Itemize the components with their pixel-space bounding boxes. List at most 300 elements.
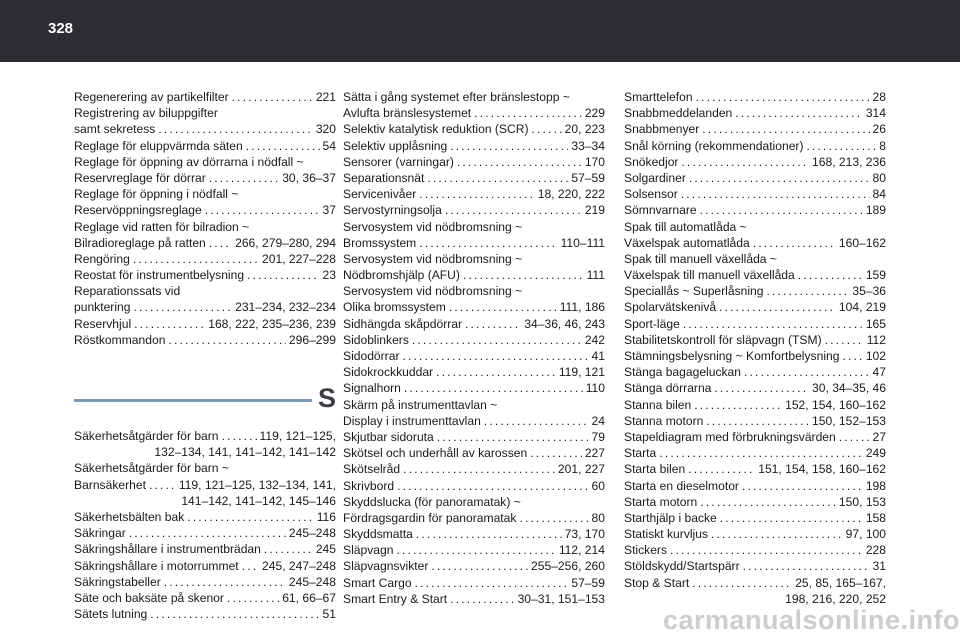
entry-line <box>624 170 886 186</box>
dot-leader <box>706 413 809 429</box>
dot-leader <box>798 267 863 283</box>
entry-line <box>343 558 605 574</box>
entry-term: Stänga bagageluckan <box>624 365 742 380</box>
dot-leader <box>419 235 557 251</box>
index-entry <box>343 138 605 154</box>
entry-line <box>624 121 886 137</box>
page-number: 328 <box>48 20 74 37</box>
entry-line <box>343 138 605 154</box>
index-entry <box>624 478 886 494</box>
watermark: carmanualsonline.info <box>662 605 960 635</box>
entry-line <box>343 186 605 202</box>
entry-pages: 27 <box>872 429 886 444</box>
entry-line <box>74 202 336 218</box>
entry-pages: 119, 121–125, <box>259 429 336 443</box>
section-letter: S <box>317 383 336 413</box>
dot-leader <box>670 542 863 558</box>
entry-term: Starta en dieselmotor <box>624 478 739 493</box>
entry-term: Stapeldiagram med förbrukningsvärden <box>624 429 836 444</box>
index-entry <box>343 542 605 558</box>
entry-line <box>624 461 886 477</box>
index-entry <box>624 461 886 477</box>
entry-pages: 165 <box>865 316 886 331</box>
index-entry <box>624 202 886 218</box>
entry-line <box>74 138 336 154</box>
entry-line <box>343 332 605 348</box>
entry-pages: 201, 227 <box>557 462 605 477</box>
entry-line <box>74 332 336 348</box>
entry-line <box>343 575 605 591</box>
index-entry <box>74 138 336 154</box>
entry-pages: 168, 222, 235–236, 239 <box>208 316 336 331</box>
index-entry <box>74 541 336 557</box>
entry-line <box>343 202 605 218</box>
entry-line <box>624 348 886 364</box>
entry-line <box>624 138 886 154</box>
entry-term: Stabilitetskontroll för släpvagn (TSM) <box>624 332 822 347</box>
dot-leader <box>404 380 583 396</box>
dot-leader <box>396 542 555 558</box>
entry-term: Spak till automatlåda ~ <box>624 219 747 234</box>
dot-leader <box>264 541 313 557</box>
entry-term: Reparationssats vid <box>74 284 181 299</box>
entry-pages: 30, 34–35, 46 <box>812 381 886 396</box>
index-entry <box>343 380 605 396</box>
index-entry <box>343 429 605 445</box>
index-entry <box>624 138 886 154</box>
entry-pages: 266, 279–280, 294 <box>235 235 336 250</box>
entry-term: Spak till manuell växellåda ~ <box>624 251 777 266</box>
entry-pages: 60 <box>591 478 605 493</box>
index-entry <box>624 364 886 380</box>
entry-line <box>624 202 886 218</box>
entry-line <box>74 477 336 493</box>
entry-continuation <box>74 493 336 509</box>
index-entry <box>624 445 886 461</box>
dot-leader <box>681 154 809 170</box>
entry-term: Stänga dörrarna <box>624 381 712 396</box>
dot-leader <box>692 575 792 591</box>
index-entry <box>624 494 886 510</box>
index-column-3 <box>624 89 886 607</box>
section-divider <box>74 399 312 402</box>
entry-pages: 229 <box>584 106 605 121</box>
dot-leader <box>232 89 313 105</box>
index-entry <box>343 154 605 170</box>
index-entry <box>74 606 336 622</box>
entry-pages: 104, 219 <box>838 300 886 315</box>
entry-line <box>74 541 336 557</box>
entry-line <box>74 186 336 202</box>
entry-line <box>74 316 336 332</box>
entry-line <box>624 413 886 429</box>
entry-pages: 320 <box>315 122 336 137</box>
dot-leader <box>532 121 562 137</box>
dot-leader <box>753 235 836 251</box>
entry-term: Reglage för öppning i nödfall ~ <box>74 187 239 202</box>
entry-pages: 231–234, 232–234 <box>235 300 336 315</box>
index-entry <box>74 154 336 186</box>
index-entry <box>624 542 886 558</box>
entry-pages: 119, 121–125, 132–134, 141, <box>178 477 336 492</box>
dot-leader <box>700 494 836 510</box>
entry-continuation <box>74 444 336 460</box>
entry-pages: 198, 216, 220, 252 <box>785 591 886 606</box>
index-column-2 <box>343 89 605 607</box>
entry-pages: 111, 186 <box>559 300 605 315</box>
index-entry <box>74 509 336 525</box>
index-entry <box>343 170 605 186</box>
index-column-1 <box>74 89 336 622</box>
index-entry <box>624 348 886 364</box>
entry-line <box>624 445 886 461</box>
entry-term: Sidoblinkers <box>343 332 409 347</box>
entry-term: Snökedjor <box>624 154 679 169</box>
entry-line <box>624 235 886 251</box>
entry-term: Selektiv upplåsning <box>343 138 448 153</box>
index-entry <box>74 219 336 251</box>
entry-term: Sensorer (varningar) <box>343 154 454 169</box>
index-entry <box>74 316 336 332</box>
entry-line <box>343 510 605 526</box>
entry-pages: 110–111 <box>560 235 605 250</box>
entry-pages: 24 <box>591 413 605 428</box>
dot-leader <box>402 348 588 364</box>
index-entry <box>624 380 886 396</box>
entry-line <box>74 525 336 541</box>
entry-line <box>343 526 605 542</box>
entry-term: Smart Entry & Start <box>343 591 448 606</box>
index-entry <box>624 299 886 315</box>
entry-pages: 245–248 <box>288 574 336 589</box>
section-header <box>74 370 336 428</box>
entry-pages: 255–256, 260 <box>531 559 605 574</box>
entry-line <box>343 542 605 558</box>
entry-pages: 228 <box>865 543 886 558</box>
index-entry <box>624 170 886 186</box>
index-entry <box>74 332 336 348</box>
index-entry <box>343 397 605 429</box>
entry-term: Servosystem vid nödbromsning ~ <box>343 251 523 266</box>
entry-term: Skötselråd <box>343 462 401 477</box>
dot-leader <box>242 558 259 574</box>
entry-term: Solgardiner <box>624 170 686 185</box>
dot-leader <box>465 316 521 332</box>
entry-term: Skjutbar sidoruta <box>343 429 434 444</box>
entry-line <box>343 219 605 235</box>
entry-term: Separationsnät <box>343 170 425 185</box>
index-entry <box>343 219 605 251</box>
dot-leader <box>735 105 863 121</box>
entry-term: Servicenivåer <box>343 187 417 202</box>
dot-leader <box>484 413 589 429</box>
entry-pages: 150, 152–153 <box>812 413 886 428</box>
entry-pages: 111 <box>586 268 605 283</box>
entry-term: Stickers <box>624 543 668 558</box>
entry-term: Display i instrumenttavlan <box>343 413 481 428</box>
entry-term: Skyddsmatta <box>343 527 413 542</box>
entry-term: Släpvagn <box>343 543 394 558</box>
entry-term: Servosystem vid nödbromsning ~ <box>343 284 523 299</box>
dot-leader <box>474 105 582 121</box>
entry-line <box>624 283 886 299</box>
dot-leader <box>427 170 568 186</box>
entry-pages: 31 <box>872 559 886 574</box>
index-entry <box>74 558 336 574</box>
entry-term: Säte och baksäte på skenor <box>74 590 224 605</box>
entry-line <box>74 590 336 606</box>
entry-pages: 119, 121 <box>558 365 605 380</box>
index-entry <box>343 202 605 218</box>
entry-pages: 73, 170 <box>564 527 605 542</box>
dot-leader <box>711 526 843 542</box>
entry-pages: 189 <box>865 203 886 218</box>
dot-leader <box>688 461 755 477</box>
entry-pages: 227 <box>584 446 605 461</box>
dot-leader <box>463 267 584 283</box>
entry-line <box>624 558 886 574</box>
dot-leader <box>743 558 870 574</box>
dot-leader <box>403 461 555 477</box>
entry-term: punktering <box>74 300 131 315</box>
entry-line <box>343 494 605 510</box>
entry-pages: 219 <box>584 203 605 218</box>
entry-term: Selektiv katalytisk reduktion (SCR) <box>343 122 529 137</box>
entry-line <box>624 89 886 105</box>
index-entry <box>343 526 605 542</box>
entry-line <box>343 380 605 396</box>
dot-leader <box>129 525 286 541</box>
dot-leader <box>842 348 862 364</box>
index-entry <box>343 251 605 283</box>
entry-term: Smarttelefon <box>624 90 693 104</box>
entry-term: Reservöppningsreglage <box>74 203 202 218</box>
entry-line <box>74 105 336 121</box>
entry-line <box>343 445 605 461</box>
entry-pages: 84 <box>872 187 886 202</box>
entry-pages: 168, 213, 236 <box>812 154 886 169</box>
entry-line <box>343 364 605 380</box>
entry-term: Stanna motorn <box>624 413 704 428</box>
dot-leader <box>222 428 257 444</box>
dot-leader <box>436 364 556 380</box>
entry-line <box>74 509 336 525</box>
entry-line <box>624 105 886 121</box>
entry-pages: 141–142, 141–142, 145–146 <box>181 493 336 508</box>
index-entry <box>343 591 605 607</box>
entry-pages: 242 <box>584 332 605 347</box>
index-entry <box>343 478 605 494</box>
entry-term: Sätets lutning <box>74 607 148 622</box>
entry-term: Solsensor <box>624 187 678 202</box>
dot-leader <box>450 138 568 154</box>
dot-leader <box>205 202 320 218</box>
entry-term: Reservhjul <box>74 316 132 331</box>
entry-pages: 152, 154, 160–162 <box>785 397 886 412</box>
entry-term: Snål körning (rekommendationer) <box>624 138 804 153</box>
entry-line <box>624 397 886 413</box>
index-entry <box>624 154 886 170</box>
entry-line <box>343 478 605 494</box>
dot-leader <box>412 332 582 348</box>
entry-line <box>343 429 605 445</box>
page-header <box>0 0 960 62</box>
entry-line <box>74 267 336 283</box>
entry-pages: 245–248 <box>288 526 336 541</box>
entry-term: Speciallås ~ Superlåsning <box>624 284 764 299</box>
entry-line <box>74 170 336 186</box>
index-entry <box>624 105 886 121</box>
entry-line <box>74 219 336 235</box>
entry-line <box>343 251 605 267</box>
dot-leader <box>209 170 279 186</box>
index-entry <box>343 558 605 574</box>
index-entry <box>624 397 886 413</box>
entry-line <box>343 154 605 170</box>
dot-leader <box>247 267 319 283</box>
entry-pages: 170 <box>584 154 605 169</box>
dot-leader <box>457 154 582 170</box>
index-entry <box>624 283 886 299</box>
entry-pages: 158 <box>865 510 886 525</box>
entry-pages: 20, 223 <box>564 122 605 137</box>
entry-term: Säkringshållare i motorrummet <box>74 558 239 573</box>
entry-pages: 26 <box>872 122 886 137</box>
entry-pages: 112, 214 <box>558 543 605 558</box>
entry-term: Släpvagnsvikter <box>343 559 429 574</box>
index-entry <box>343 332 605 348</box>
entry-term: Sidodörrar <box>343 349 400 363</box>
entry-pages: 57–59 <box>571 170 605 185</box>
entry-term: Stanna bilen <box>624 397 692 412</box>
entry-term: Snabbmeddelanden <box>624 106 733 121</box>
dot-leader <box>158 121 312 137</box>
dot-leader <box>694 397 782 413</box>
dot-leader <box>150 606 319 622</box>
entry-line <box>74 460 336 476</box>
entry-term: Skötsel och underhåll av karossen <box>343 446 528 461</box>
index-entry <box>624 510 886 526</box>
entry-term: Säkerhetsåtgärder för barn ~ <box>74 461 229 476</box>
index-entry <box>74 283 336 315</box>
entry-line <box>624 316 886 332</box>
entry-pages: 314 <box>865 106 886 121</box>
entry-term: Fördragsgardin för panoramatak <box>343 510 517 525</box>
index-entry <box>343 364 605 380</box>
entry-pages: 30–31, 151–153 <box>517 591 605 606</box>
dot-leader <box>767 283 850 299</box>
dot-leader <box>246 138 320 154</box>
entry-term: Reglage för öppning av dörrarna i nödfall ~ <box>74 154 304 169</box>
entry-line <box>74 606 336 622</box>
entry-line <box>74 283 336 299</box>
entry-term: Smart Cargo <box>343 575 412 590</box>
index-entry <box>624 413 886 429</box>
entry-term: Bromssystem <box>343 235 417 250</box>
entry-line <box>74 89 336 105</box>
entry-line <box>624 575 886 591</box>
entry-pages: 51 <box>322 607 336 622</box>
dot-leader <box>720 510 863 526</box>
index-entry <box>624 219 886 251</box>
entry-pages: 245, 247–248 <box>262 558 336 573</box>
index-entry <box>343 186 605 202</box>
index-entry <box>343 494 605 526</box>
entry-term: Skrivbord <box>343 478 395 493</box>
dot-leader <box>227 590 279 606</box>
dot-leader <box>209 235 232 251</box>
entry-line <box>624 510 886 526</box>
entry-line <box>624 251 886 267</box>
index-entry <box>74 525 336 541</box>
index-entry <box>624 429 886 445</box>
entry-pages: 8 <box>879 138 886 153</box>
entry-pages: 25, 85, 165–167, <box>795 575 886 590</box>
entry-pages: 160–162 <box>838 235 886 250</box>
dot-leader <box>681 186 870 202</box>
index-entry <box>343 445 605 461</box>
entry-pages: 116 <box>316 509 336 524</box>
entry-pages: 97, 100 <box>845 527 886 542</box>
entry-term: Växelspak till manuell växellåda <box>624 268 795 283</box>
index-entry <box>624 121 886 137</box>
entry-line <box>74 574 336 590</box>
entry-line <box>624 526 886 542</box>
dot-leader <box>839 429 870 445</box>
index-entry <box>74 267 336 283</box>
entry-term: samt sekretess <box>74 122 156 137</box>
entry-pages: 245 <box>315 542 336 557</box>
entry-pages: 201, 227–228 <box>262 251 336 266</box>
index-entry <box>624 526 886 542</box>
dot-leader <box>719 299 836 315</box>
index-entry <box>624 558 886 574</box>
entry-line <box>74 251 336 267</box>
entry-pages: 151, 154, 158, 160–162 <box>758 462 886 477</box>
entry-line <box>74 235 336 251</box>
index-entry <box>343 575 605 591</box>
entry-pages: 112 <box>866 332 886 347</box>
entry-term: Reglage för eluppvärmda säten <box>74 138 243 153</box>
dot-leader <box>744 364 870 380</box>
dot-leader <box>133 251 259 267</box>
entry-line <box>624 219 886 235</box>
index-entry <box>74 105 336 137</box>
dot-leader <box>696 89 870 105</box>
entry-line <box>624 429 886 445</box>
dot-leader <box>431 558 528 574</box>
entry-pages: 102 <box>865 349 886 363</box>
entry-term: Säkringshållare i instrumentbrädan <box>74 542 261 557</box>
entry-pages: 79 <box>591 429 605 444</box>
entry-term: Säkringstabeller <box>74 574 161 589</box>
dot-leader <box>419 186 534 202</box>
dot-leader <box>700 202 863 218</box>
index-entry <box>74 460 336 509</box>
entry-pages: 132–134, 141, 141–142, 141–142 <box>154 445 336 460</box>
dot-leader <box>416 526 562 542</box>
index-entry <box>74 574 336 590</box>
entry-pages: 198 <box>865 478 886 493</box>
dot-leader <box>437 429 589 445</box>
entry-term: Sömnvarnare <box>624 203 697 218</box>
entry-term: Sport-läge <box>624 316 680 331</box>
index-entry <box>343 461 605 477</box>
entry-term: Avlufta bränslesystemet <box>343 106 472 121</box>
dot-leader <box>742 478 863 494</box>
index-entry <box>74 428 336 460</box>
dot-leader <box>133 299 232 315</box>
